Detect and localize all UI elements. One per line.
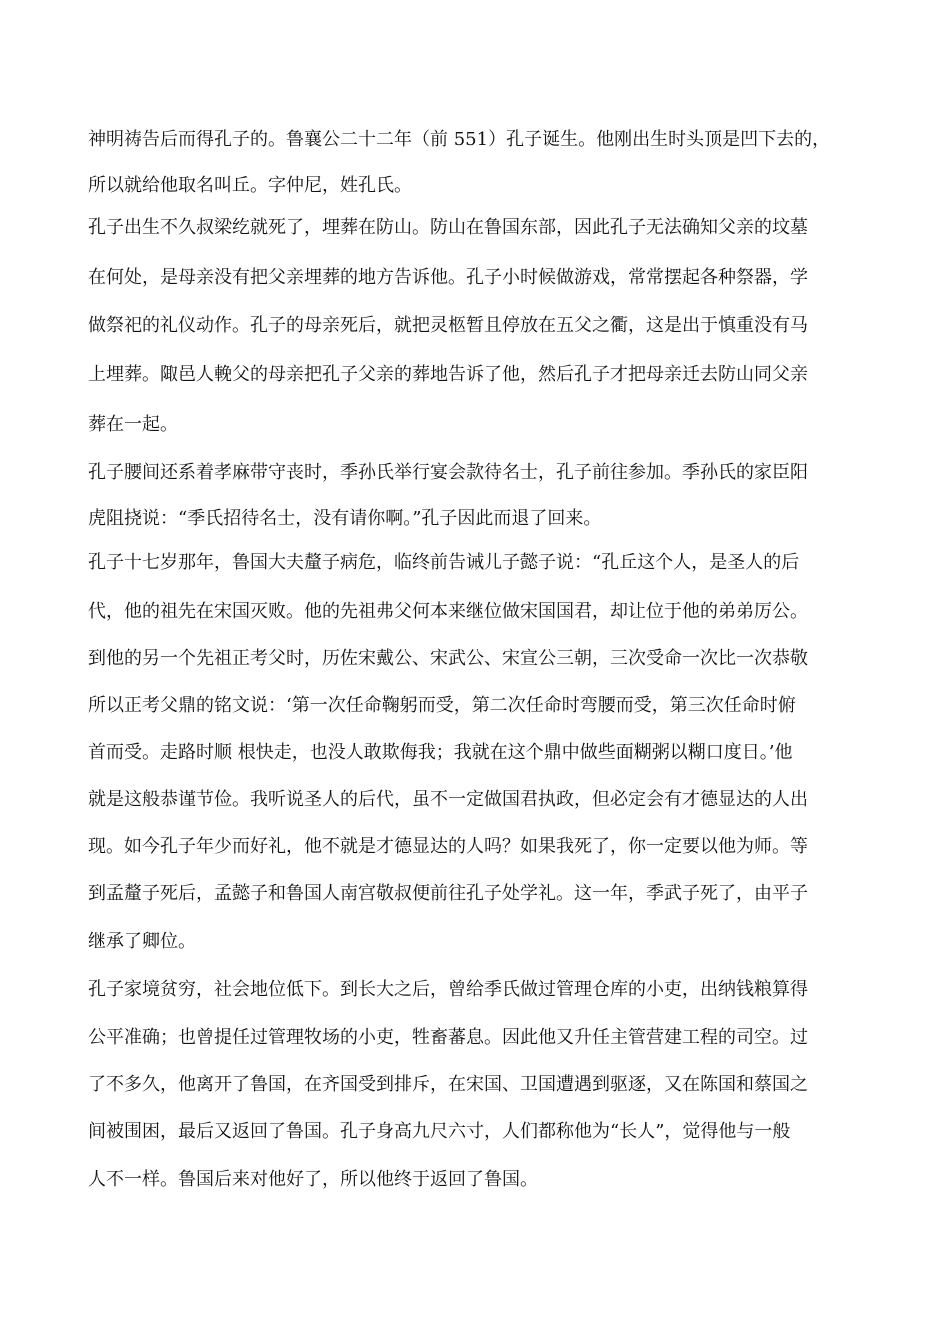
text-line: 孔子家境贫穷，社会地位低下。到长大之后，曾给季氏做过管理仓库的小吏，出纳钱粮算得 <box>88 979 808 1000</box>
text-line: 现。如今孔子年少而好礼，他不就是才德显达的人吗？如果我死了，你一定要以他为师。等 <box>88 836 808 857</box>
text-line: 了不多久，他离开了鲁国，在齐国受到排斥，在宋国、卫国遭遇到驱逐，又在陈国和蔡国之 <box>88 1074 808 1095</box>
text-line: 所以正考父鼎的铭文说：‘第一次任命鞠躬而受，第二次任命时弯腰而受，第三次任命时俯 <box>88 695 796 716</box>
text-line: 公平准确；也曾提任过管理牧场的小吏，牲畜蕃息。因此他又升任主管营建工程的司空。过 <box>88 1027 808 1048</box>
text-line: 神明祷告后而得孔子的。鲁襄公二十二年（前 551）孔子诞生。他刚出生时头顶是凹下去的， <box>88 129 831 150</box>
text-line: 到孟釐子死后，孟懿子和鲁国人南宫敬叔便前往孔子处学礼。这一年，季武子死了，由平子 <box>88 883 808 904</box>
text-line: 就是这般恭谨节俭。我听说圣人的后代，虽不一定做国君执政，但必定会有才德显达的人出 <box>88 789 808 810</box>
text-line: 孔子十七岁那年，鲁国大夫釐子病危，临终前告诫儿子懿子说：“孔丘这个人，是圣人的后 <box>88 552 800 573</box>
text-line: 间被围困，最后又返回了鲁国。孔子身高九尺六寸，人们都称他为“长人”，觉得他与一般 <box>88 1121 791 1142</box>
text-line: 做祭祀的礼仪动作。孔子的母亲死后，就把灵柩暂且停放在五父之衢，这是出于慎重没有马 <box>88 315 808 336</box>
text-line: 虎阻挠说：“季氏招待名士，没有请你啊。”孔子因此而退了回来。 <box>88 508 602 529</box>
text-line: 所以就给他取名叫丘。字仲尼，姓孔氏。 <box>88 175 412 196</box>
text-line: 葬在一起。 <box>88 414 178 435</box>
text-line: 继承了卿位。 <box>88 931 196 952</box>
text-line: 人不一样。鲁国后来对他好了，所以他终于返回了鲁国。 <box>88 1169 538 1190</box>
text-line: 代，他的祖先在宋国灭败。他的先祖弗父何本来继位做宋国国君，却让位于他的弟弟厉公。 <box>88 601 808 622</box>
text-line: 首而受。走路时顺 根快走，也没人敢欺侮我；我就在这个鼎中做些面糊粥以糊口度日。’他 <box>88 742 793 763</box>
text-line: 孔子腰间还系着孝麻带守丧时，季孙氏举行宴会款待名士，孔子前往参加。季孙氏的家臣阳 <box>88 462 808 483</box>
text-line: 上埋葬。陬邑人輓父的母亲把孔子父亲的葬地告诉了他，然后孔子才把母亲迁去防山同父亲 <box>88 364 808 385</box>
text-line: 到他的另一个先祖正考父时，历佐宋戴公、宋武公、宋宣公三朝，三次受命一次比一次恭敬 <box>88 648 808 669</box>
text-line: 孔子出生不久叔梁纥就死了，埋葬在防山。防山在鲁国东部，因此孔子无法确知父亲的坟墓 <box>88 217 808 238</box>
text-line: 在何处，是母亲没有把父亲埋葬的地方告诉他。孔子小时候做游戏，常常摆起各种祭器，学 <box>88 267 808 288</box>
